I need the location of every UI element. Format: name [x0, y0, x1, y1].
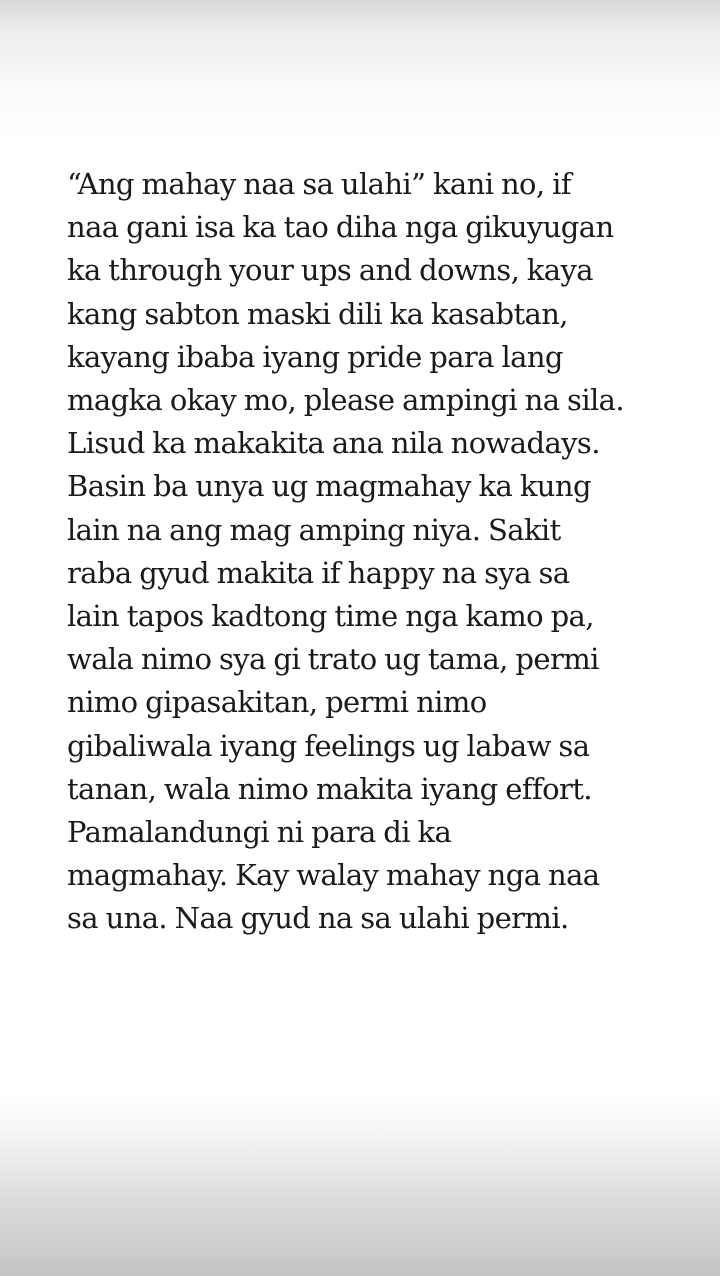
quote-text-block: [67, 163, 707, 941]
quote-line-11: lain tapos kadtong time nga kamo pa,: [67, 599, 594, 634]
quote-line-17: magmahay. Kay walay mahay nga naa: [67, 858, 600, 893]
quote-line-14: gibaliwala iyang feelings ug labaw sa: [67, 728, 590, 763]
quote-line-10: raba gyud makita if happy na sya sa: [67, 555, 570, 590]
quote-line-3: ka through your ups and downs, kaya: [67, 253, 593, 288]
quote-line-8: Basin ba unya ug magmahay ka kung: [67, 469, 591, 504]
quote-line-15: tanan, wala nimo makita iyang effort.: [67, 771, 592, 806]
quote-line-9: lain na ang mag amping niya. Sakit: [67, 512, 561, 547]
quote-line-4: kang sabton maski dili ka kasabtan,: [67, 296, 568, 331]
quote-line-16: Pamalandungi ni para di ka: [67, 815, 452, 850]
quote-line-18: sa una. Naa gyud na sa ulahi permi.: [67, 901, 569, 936]
quote-line-2: naa gani isa ka tao diha nga gikuyugan: [67, 210, 614, 245]
quote-line-1: “Ang mahay naa sa ulahi” kani no, if: [67, 167, 571, 201]
quote-line-7: Lisud ka makakita ana nila nowadays.: [67, 426, 600, 461]
quote-line-5: kayang ibaba iyang pride para lang: [67, 339, 563, 374]
quote-line-12: wala nimo sya gi trato ug tama, permi: [67, 642, 599, 677]
quote-line-6: magka okay mo, please ampingi na sila.: [67, 383, 624, 418]
quote-line-13: nimo gipasakitan, permi nimo: [67, 685, 487, 720]
